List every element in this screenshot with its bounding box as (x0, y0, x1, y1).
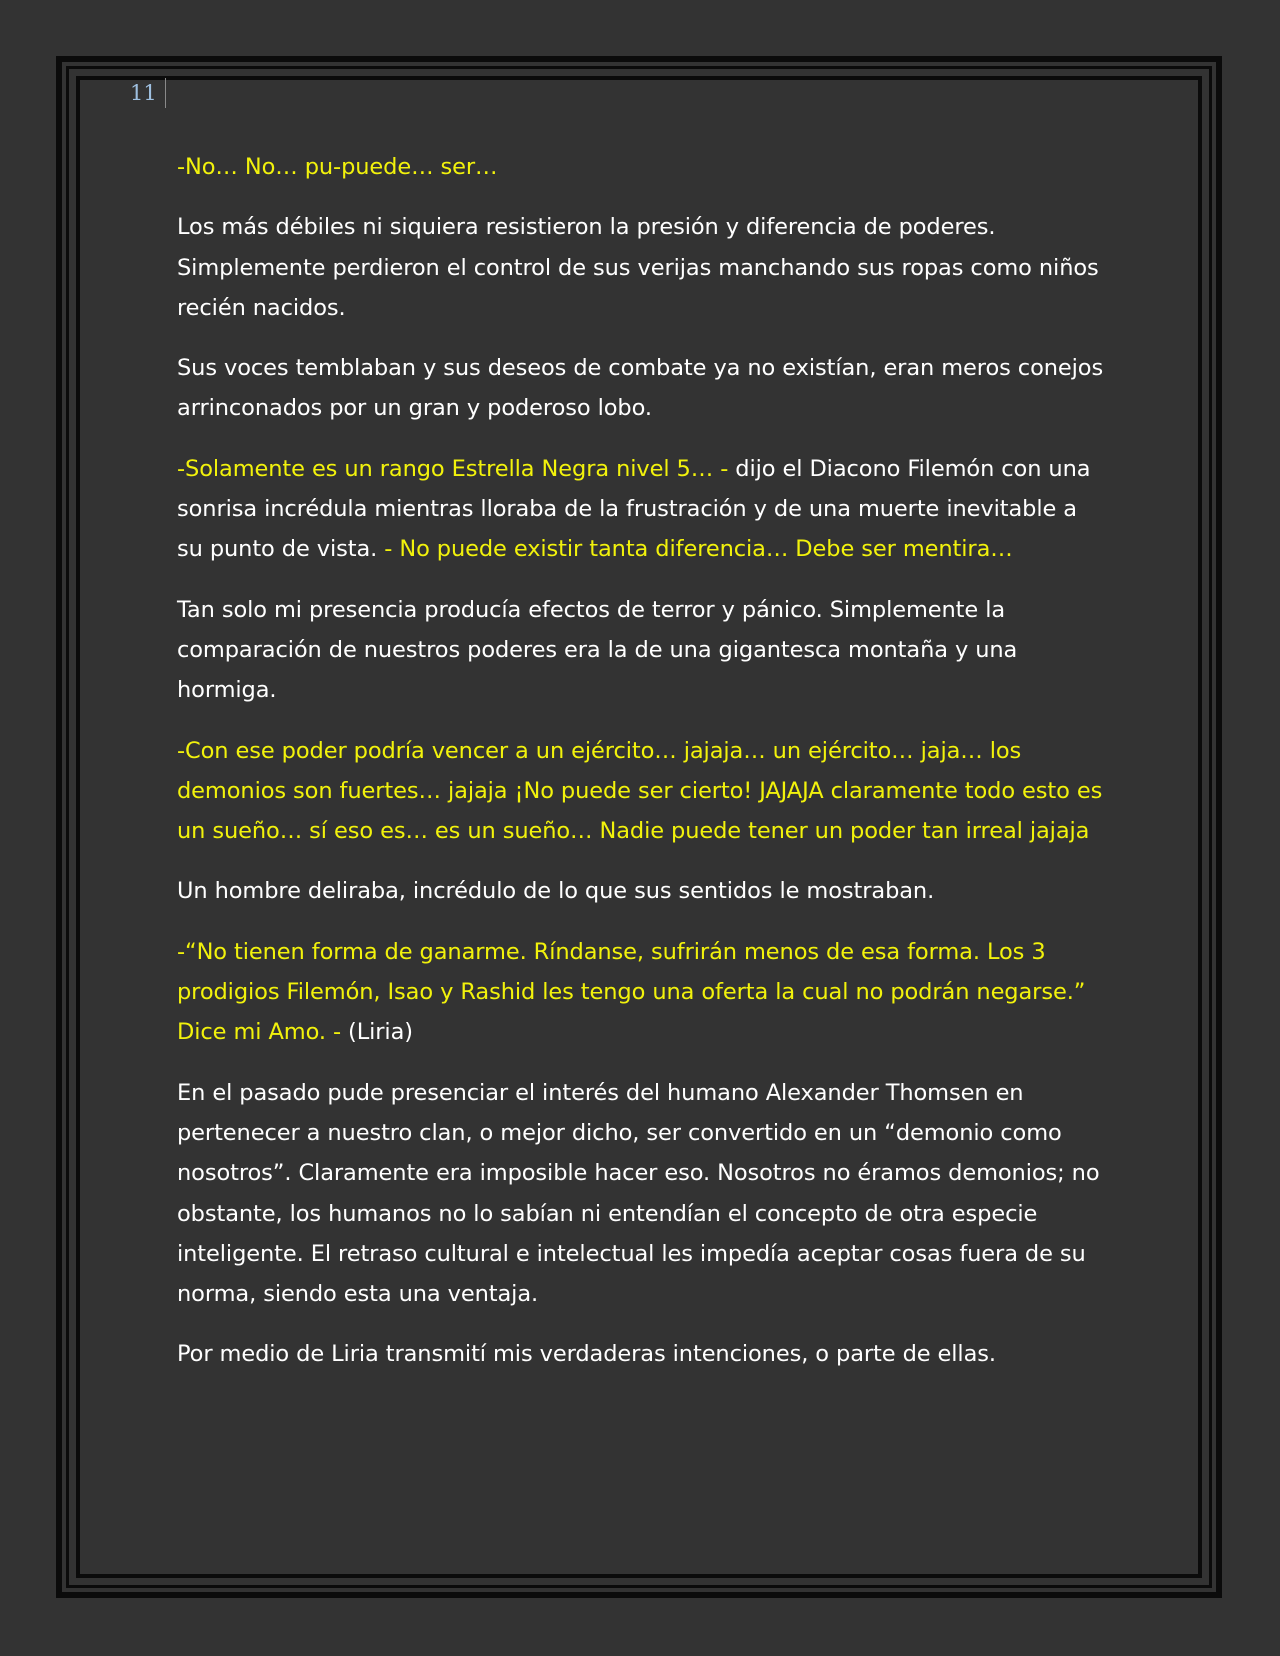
narration-text: En el pasado pude presenciar el interés del humano Alexander Thomsen en pertenecer a nuestro clan, o mejor dicho, ser convertido en un “demonio como nosotros”. Claramente era imposible hacer eso. Nosotros no éramos demonios; no obstante, los humanos no lo sabían ni entendían el concepto de otra especie inteligente. El retraso cultural e intelectual les impedía aceptar cosas fuera de su norma, siendo esta una ventaja. (177, 1079, 1100, 1308)
narration-text: Un hombre deliraba, incrédulo de lo que sus sentidos le mostraban. (177, 878, 935, 905)
dialogue-text: -“No tienen forma de ganarme. Ríndanse, sufrirán menos de esa forma. Los 3 prodigios Filemón, Isao y Rashid les tengo una oferta la cual no podrán negarse.” Dice mi Amo. - (177, 938, 1086, 1046)
paragraph-1 (177, 147, 1107, 187)
narration-text: dijo el Diacono Filemón con una sonrisa incrédula mientras lloraba de la frustración y de una muerte inevitable a su punto de vista. (177, 455, 1091, 563)
narration-text: Sus voces temblaban y sus deseos de combate ya no existían, eran meros conejos arrinconados por un gran y poderoso lobo. (177, 355, 1104, 422)
dialogue-text: - No puede existir tanta diferencia… Debe ser mentira… (384, 536, 1013, 563)
paragraph-2 (177, 207, 1107, 328)
page-content (177, 147, 1107, 1395)
page-number: 11 (130, 78, 166, 108)
paragraph-4 (177, 449, 1107, 570)
dialogue-text: -No… No… pu-puede… ser… (177, 154, 498, 180)
narration-text: Tan solo mi presencia producía efectos de terror y pánico. Simplemente la comparación de nuestros poderes era la de una gigantesca montaña y una hormiga. (177, 596, 1018, 704)
paragraph-5 (177, 590, 1107, 711)
paragraph-10 (177, 1334, 1107, 1374)
dialogue-text: -Solamente es un rango Estrella Negra nivel 5… - (177, 455, 729, 482)
paragraph-9 (177, 1073, 1107, 1315)
narration-text: Por medio de Liria transmití mis verdaderas intenciones, o parte de ellas. (177, 1341, 996, 1368)
narration-text: (Liria) (340, 1019, 413, 1046)
paragraph-6 (177, 731, 1107, 852)
paragraph-7 (177, 871, 1107, 911)
paragraph-3 (177, 348, 1107, 429)
dialogue-text: -Con ese poder podría vencer a un ejército… jajaja… un ejército… jaja… los demonios son fuertes… jajaja ¡No puede ser cierto! JAJAJA claramente todo esto es un sueño… sí eso es… es un sueño… Nadie puede tener un poder tan irreal jajaja (177, 737, 1103, 845)
paragraph-8 (177, 932, 1107, 1053)
narration-text: Los más débiles ni siquiera resistieron la presión y diferencia de poderes. Simplemente perdieron el control de sus verijas manchando sus ropas como niños recién nacidos. (177, 214, 1099, 321)
